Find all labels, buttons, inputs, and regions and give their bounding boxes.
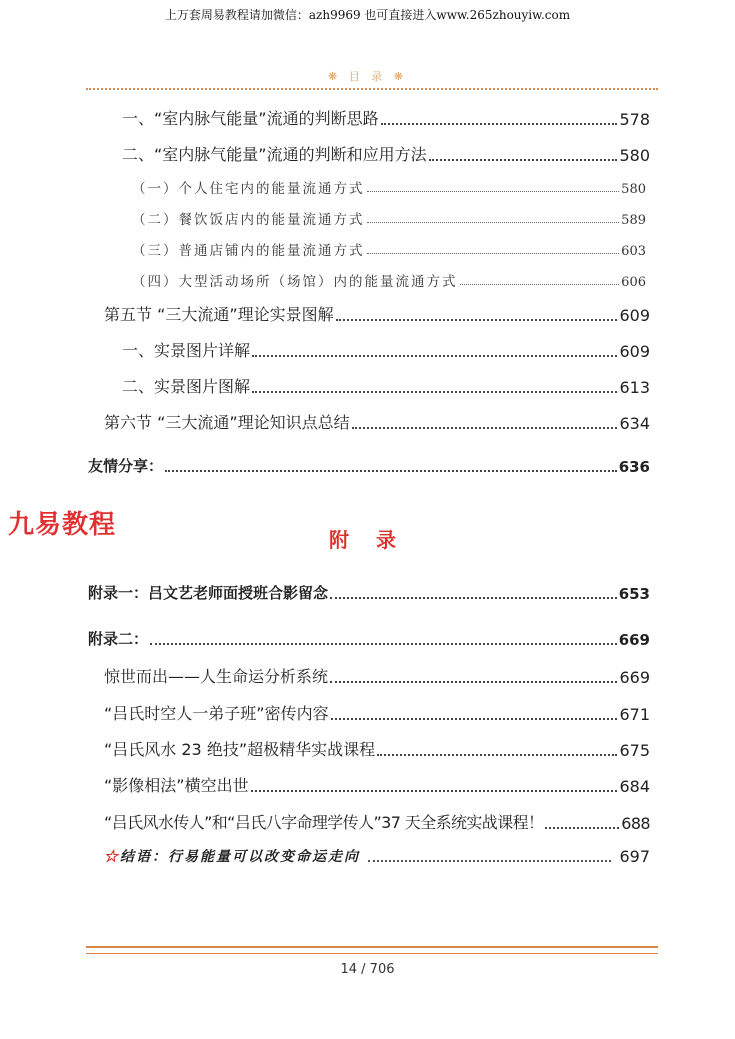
conclusion-title-wrap <box>104 846 360 866</box>
toc-entry-page: 589 <box>621 213 646 228</box>
conclusion-title: 结语：行易能量可以改变命运走向 <box>120 849 360 865</box>
bottom-divider <box>86 946 658 954</box>
leader-dots <box>252 391 617 393</box>
toc-entry[interactable] <box>132 177 646 197</box>
toc-entry-title: 友情分享： <box>88 457 164 475</box>
appendix-entry-page: 675 <box>619 741 650 760</box>
appendix-heading: 附 录 <box>329 528 406 552</box>
appendix-entry-title: “吕氏时空人一弟子班”密传内容 <box>104 704 329 723</box>
appendix-entry-page: 669 <box>618 631 650 649</box>
toc-entry[interactable] <box>104 302 650 325</box>
toc-entry-page: 578 <box>619 110 650 129</box>
leader-dots <box>460 284 620 285</box>
toc-entry-page: 606 <box>621 275 646 290</box>
leader-dots <box>377 754 617 756</box>
leader-dots <box>252 355 617 357</box>
toc-entry[interactable] <box>122 338 650 361</box>
appendix-entry-page: 671 <box>619 705 650 724</box>
leader-dots <box>251 790 618 792</box>
toc-entry[interactable] <box>122 142 650 165</box>
appendix-entry-title: “吕氏风水传人”和“吕氏八字命理学传人”37 天全系统实战课程！ <box>104 813 544 832</box>
conclusion-entry[interactable] <box>104 846 650 866</box>
leader-dots <box>368 860 611 862</box>
conclusion-page: 697 <box>619 847 650 866</box>
appendix-entry[interactable] <box>88 582 650 603</box>
leader-dots <box>150 643 617 645</box>
appendix-entry-title: “吕氏风水 23 绝技”超极精华实战课程 <box>104 740 376 759</box>
top-divider <box>86 88 658 90</box>
appendix-entry[interactable] <box>88 628 650 649</box>
toc-entry[interactable] <box>104 410 650 433</box>
appendix-entry[interactable] <box>104 701 650 724</box>
toc-entry-title: 二、“室内脉气能量”流通的判断和应用方法 <box>122 145 427 164</box>
toc-entry-title: 第六节 “三大流通”理论知识点总结 <box>104 413 350 432</box>
toc-entry-title: 第五节 “三大流通”理论实景图解 <box>104 305 334 324</box>
top-watermark-text: 上万套周易教程请加微信：azh9969 也可直接进入www.265zhouyiw.com <box>164 8 571 22</box>
appendix-entry[interactable] <box>104 810 650 833</box>
toc-entry-page: 613 <box>619 378 650 397</box>
leader-dots <box>330 681 617 683</box>
appendix-entry-title: 附录一：吕文艺老师面授班合影留念 <box>88 584 329 602</box>
toc-entry-page: 636 <box>618 458 650 476</box>
toc-entry-title: 二、实景图片图解 <box>122 377 251 396</box>
leader-dots <box>545 827 619 829</box>
appendix-entry[interactable] <box>104 664 650 687</box>
toc-entry-title: 一、“室内脉气能量”流通的判断思路 <box>122 109 379 128</box>
appendix-entry-title: 附录二： <box>88 630 149 648</box>
appendix-entry-title: “影像相法”横空出世 <box>104 776 249 795</box>
star-icon: ☆ <box>104 849 120 865</box>
toc-entry[interactable] <box>132 208 646 228</box>
toc-entry[interactable] <box>122 374 650 397</box>
toc-entry[interactable] <box>132 270 646 290</box>
leader-dots <box>367 253 620 254</box>
leader-dots <box>336 319 618 321</box>
toc-entry[interactable] <box>88 455 650 476</box>
toc-entry-title: 一、实景图片详解 <box>122 341 251 360</box>
toc-entry[interactable] <box>122 106 650 129</box>
toc-entry-title: （一）个人住宅内的能量流通方式 <box>132 181 365 197</box>
toc-entry-page: 580 <box>621 182 646 197</box>
toc-entry-page: 609 <box>619 342 650 361</box>
toc-entry-page: 609 <box>619 306 650 325</box>
leader-dots <box>367 191 620 192</box>
toc-entry-title: （四）大型活动场所（场馆）内的能量流通方式 <box>132 274 458 290</box>
appendix-entry-title: 惊世而出——人生命运分析系统 <box>104 667 329 686</box>
appendix-entry[interactable] <box>104 773 650 796</box>
page-number: 14 / 706 <box>340 962 395 977</box>
toc-entry-title: （二）餐饮饭店内的能量流通方式 <box>132 212 365 228</box>
appendix-entry-page: 688 <box>621 814 650 833</box>
toc-entry-page: 603 <box>621 244 646 259</box>
leader-dots <box>165 470 617 472</box>
leader-dots <box>429 159 618 161</box>
appendix-entry-page: 669 <box>619 668 650 687</box>
leader-dots <box>381 123 618 125</box>
toc-entry-page: 634 <box>619 414 650 433</box>
appendix-entry-page: 684 <box>619 777 650 796</box>
toc-entry-title: （三）普通店铺内的能量流通方式 <box>132 243 365 259</box>
leader-dots <box>331 718 618 720</box>
section-header: ❋ 目 录 ❋ <box>328 70 407 83</box>
appendix-entry-page: 653 <box>618 585 650 603</box>
appendix-entry[interactable] <box>104 737 650 760</box>
toc-entry-page: 580 <box>619 146 650 165</box>
leader-dots <box>352 427 618 429</box>
watermark-logo-text: 九易教程 <box>8 510 117 540</box>
leader-dots <box>330 597 617 599</box>
toc-entry[interactable] <box>132 239 646 259</box>
leader-dots <box>367 222 620 223</box>
